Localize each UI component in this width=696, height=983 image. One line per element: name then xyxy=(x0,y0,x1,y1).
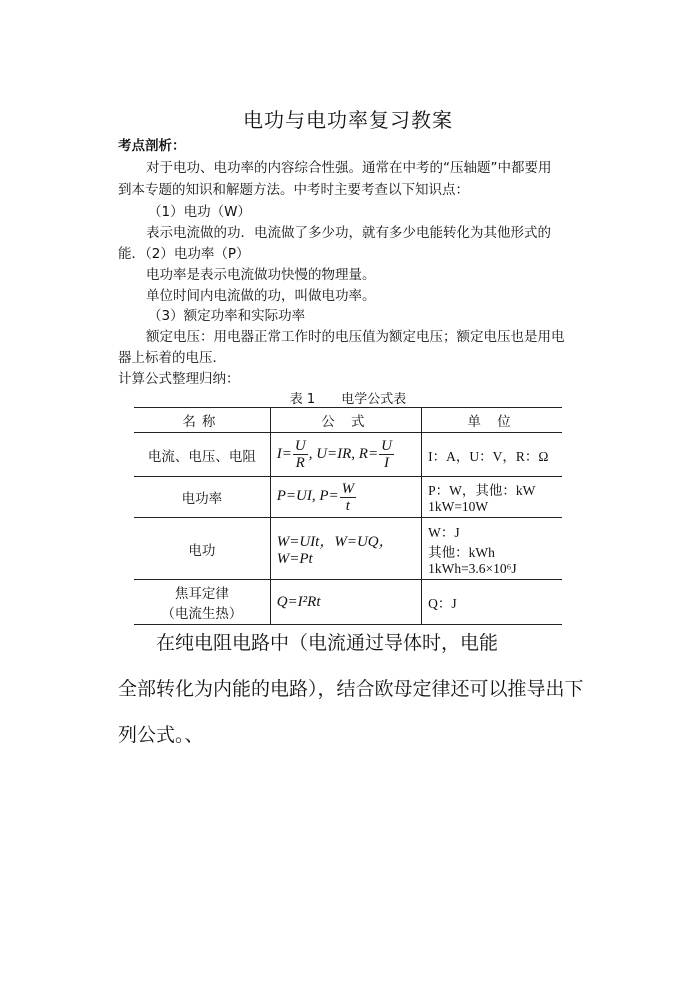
item-1-heading: （1）电功（W） xyxy=(148,204,251,220)
row-unit: I：A，U：V，R：Ω xyxy=(422,433,562,477)
ohms-law-formula: I= $\frac{U}{R}$ , U=IR, R= $\frac{U}{I}$ xyxy=(276,438,392,471)
table-caption: 表 1 电学公式表 xyxy=(289,392,407,407)
page-title: 电功与电功率复习教案 xyxy=(243,108,453,132)
item-3-heading: （3）额定功率和实际功率 xyxy=(148,308,306,324)
closing-line-3: 列公式。、 xyxy=(118,724,204,746)
formula-table xyxy=(134,407,562,625)
item-2-desc-1: 电功率是表示电流做功快慢的物理量。 xyxy=(146,267,376,283)
row-name: 电功率 xyxy=(134,477,270,518)
closing-line-2: 全部转化为内能的电路），结合欧母定律还可以推导出下 xyxy=(118,678,584,700)
header-name: 名称 xyxy=(134,408,270,433)
header-formula: 公 式 xyxy=(270,408,421,433)
row-formula xyxy=(270,433,421,477)
header-unit: 单 位 xyxy=(422,408,562,433)
row-formula: W=UIt，W=UQ， W=Pt xyxy=(270,518,421,580)
row-name: 电功 xyxy=(134,518,270,580)
intro-line-1: 对于电功、电功率的内容综合性强。通常在中考的“压轴题”中都要用 xyxy=(146,160,552,176)
item-1-desc-1: 表示电流做的功．电流做了多少功，就有多少电能转化为其他形式的 xyxy=(146,225,551,241)
table-row xyxy=(134,518,562,580)
row-unit: W：J 其他：kWh 1kWh=3.6×10⁶J xyxy=(422,518,562,580)
row-formula xyxy=(270,477,421,518)
row-unit: P：W，其他：kW 1kW=10W xyxy=(422,477,562,518)
table-row xyxy=(134,580,562,625)
item-2-desc-2: 单位时间内电流做的功，叫做电功率。 xyxy=(146,288,376,304)
table-row xyxy=(134,433,562,477)
row-unit: Q：J xyxy=(422,580,562,625)
row-name: 电流、电压、电阻 xyxy=(134,433,270,477)
closing-line-1: 在纯电阻电路中（电流通过导体时，电能 xyxy=(118,632,499,654)
item-1-desc-2: 能．（2）电功率（P） xyxy=(118,246,250,262)
section-heading: 考点剖析： xyxy=(118,138,186,154)
table-header-row xyxy=(134,408,562,433)
item-3-desc-1: 额定电压：用电器正常工作时的电压值为额定电压；额定电压也是用电 xyxy=(146,329,565,345)
row-name: 焦耳定律 （电流生热） xyxy=(134,580,270,625)
intro-line-2: 到本专题的知识和解题方法。中考时主要考查以下知识点： xyxy=(118,182,469,198)
power-formula: P=UI, P= $\frac{W}{t}$ xyxy=(276,480,355,514)
row-formula: Q=I²Rt xyxy=(270,580,421,625)
item-3-desc-2: 器上标着的电压． xyxy=(118,350,226,366)
table-row xyxy=(134,477,562,518)
formula-intro: 计算公式整理归纳： xyxy=(118,371,240,387)
